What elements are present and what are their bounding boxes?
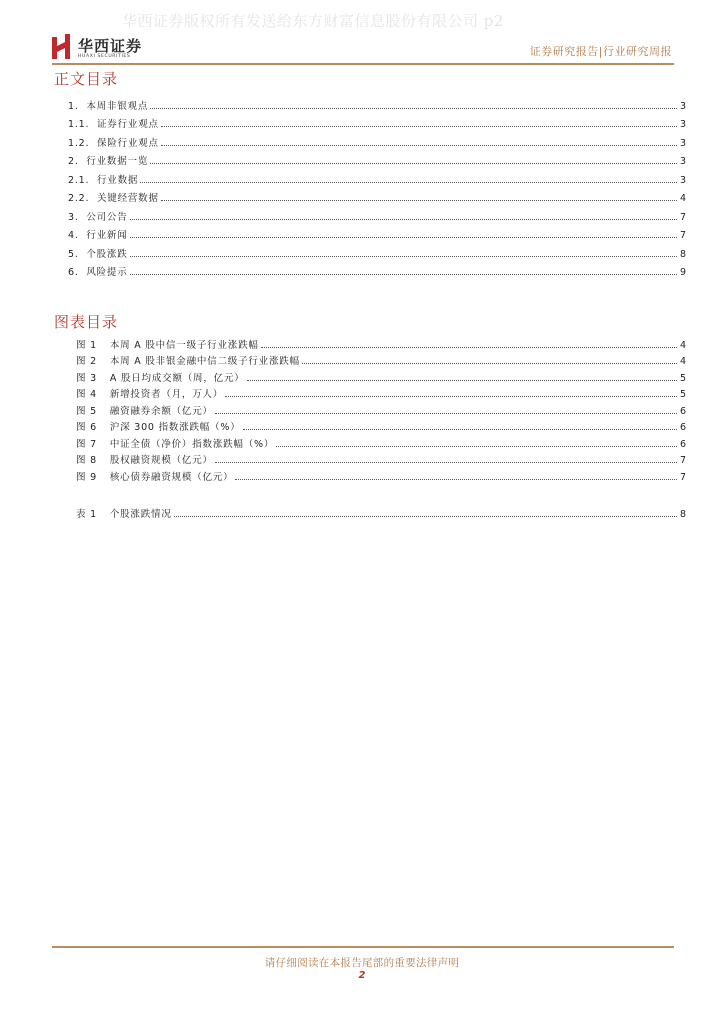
figure-entry[interactable] <box>76 334 686 351</box>
dot-leader <box>150 162 677 164</box>
toc-entry-page: 4 <box>679 193 686 204</box>
toc-entry-number: 3. <box>68 211 79 223</box>
dot-leader <box>161 125 677 127</box>
figure-entry-page: 6 <box>679 422 686 433</box>
toc-entry-label: 个股涨跌 <box>86 248 128 260</box>
figure-entry-label: A 股日均成交额（周，亿元） <box>109 372 245 384</box>
figure-entry-number: 图 5 <box>76 405 97 417</box>
dot-leader <box>140 181 677 183</box>
toc-entry-number: 1.1. <box>68 119 90 130</box>
toc-entry-label: 公司公告 <box>86 211 128 223</box>
figure-entry-label: 新增投资者（月，万人） <box>109 389 224 400</box>
figure-entry-label: 融资融券余额（亿元） <box>109 405 213 417</box>
toc-entry-number: 4. <box>68 230 79 241</box>
figure-entry-page: 5 <box>679 389 686 400</box>
table-list <box>76 503 686 520</box>
toc-entry-number: 6. <box>68 267 79 278</box>
toc-entry-label: 行业数据一览 <box>86 156 149 167</box>
figure-entry-number: 图 4 <box>76 389 97 400</box>
dot-leader <box>130 255 677 257</box>
figure-list <box>76 334 686 483</box>
toc-entry-page: 8 <box>679 248 686 260</box>
toc-entry[interactable] <box>68 93 686 112</box>
figure-entry[interactable] <box>76 433 686 450</box>
figure-entry-label: 核心债券融资规模（亿元） <box>109 471 234 483</box>
figure-entry-page: 7 <box>679 471 686 483</box>
figure-entry-number: 图 3 <box>76 372 97 384</box>
toc-entry-page: 3 <box>679 137 686 149</box>
toc-entry[interactable] <box>68 167 686 186</box>
toc-title: 正文目录 <box>54 70 119 88</box>
dot-leader <box>243 428 677 430</box>
huaxi-logo-icon <box>52 34 72 60</box>
logo-text-cn: 华西证券 <box>78 37 143 55</box>
figure-entry-number: 图 1 <box>76 339 97 351</box>
toc-entry-number: 1. <box>68 100 79 112</box>
toc-entry[interactable] <box>68 223 686 242</box>
dot-leader <box>161 199 677 201</box>
toc-entry-page: 3 <box>679 119 686 130</box>
table-entry-number: 表 1 <box>76 508 97 520</box>
figure-entry[interactable] <box>76 466 686 483</box>
figure-entry-label: 中证全债（净价）指数涨跌幅（%） <box>109 438 275 450</box>
dot-leader <box>130 236 677 238</box>
dot-leader <box>174 515 677 517</box>
figure-entry-number: 图 7 <box>76 438 97 450</box>
watermark: 华西证券版权所有发送给东方财富信息股份有限公司 p2 <box>122 12 504 30</box>
figure-entry-page: 6 <box>679 405 686 417</box>
figure-entry-number: 图 2 <box>76 356 97 367</box>
figure-entry[interactable] <box>76 450 686 467</box>
figure-entry-page: 4 <box>679 356 686 367</box>
toc-entry[interactable] <box>68 260 686 279</box>
toc-entry-page: 3 <box>679 174 686 186</box>
toc-entry-number: 2.1. <box>68 174 90 186</box>
toc-entry-page: 3 <box>679 100 686 112</box>
page-number: 2 <box>358 970 366 981</box>
legal-disclaimer: 请仔细阅读在本报告尾部的重要法律声明 <box>264 957 460 969</box>
figure-entry[interactable] <box>76 384 686 401</box>
figure-entry-label: 本周 A 股中信一级子行业涨跌幅 <box>109 339 259 351</box>
figure-entry-label: 股权融资规模（亿元） <box>109 455 213 466</box>
toc-entry-label: 保险行业观点 <box>96 137 159 149</box>
figure-entry-page: 7 <box>679 455 686 466</box>
dot-leader <box>276 445 677 447</box>
figure-entry[interactable] <box>76 351 686 368</box>
logo-text-en: HUAXI SECURITIES <box>78 54 131 59</box>
footer-divider <box>52 946 674 948</box>
dot-leader <box>130 218 677 220</box>
toc-entry[interactable] <box>68 241 686 260</box>
toc-entry-page: 7 <box>679 211 686 223</box>
figure-entry-page: 4 <box>679 339 686 351</box>
figure-entry-number: 图 9 <box>76 471 97 483</box>
toc-entry[interactable] <box>68 130 686 149</box>
table-entry[interactable] <box>76 503 686 520</box>
dot-leader <box>215 461 677 463</box>
figures-title: 图表目录 <box>54 313 119 331</box>
toc-entry[interactable] <box>68 186 686 205</box>
toc-entry-label: 行业数据 <box>96 174 139 186</box>
figure-entry[interactable] <box>76 400 686 417</box>
dot-leader <box>247 379 677 381</box>
table-entry-label: 个股涨跌情况 <box>109 508 172 520</box>
toc-entry[interactable] <box>68 112 686 131</box>
header-divider <box>52 63 674 65</box>
toc-entry-label: 行业新闻 <box>86 230 128 241</box>
figure-entry-label: 沪深 300 指数涨跌幅（%） <box>109 422 241 433</box>
figure-entry[interactable] <box>76 417 686 434</box>
dot-leader <box>161 144 677 146</box>
dot-leader <box>302 362 677 364</box>
dot-leader <box>150 107 677 109</box>
toc-entry-page: 9 <box>679 267 686 278</box>
toc-entry-number: 1.2. <box>68 137 90 149</box>
huaxi-logo <box>52 34 162 64</box>
toc-entry-label: 风险提示 <box>86 267 128 278</box>
toc-entry[interactable] <box>68 204 686 223</box>
figure-entry-page: 5 <box>679 372 686 384</box>
toc-entry-page: 7 <box>679 230 686 241</box>
dot-leader <box>261 346 677 348</box>
toc-entry-label: 本周非银观点 <box>86 100 149 112</box>
figure-entry-number: 图 8 <box>76 455 97 466</box>
toc-entry-number: 2. <box>68 156 79 167</box>
dot-leader <box>235 478 677 480</box>
dot-leader <box>225 395 677 397</box>
figure-entry-page: 6 <box>679 438 686 450</box>
toc-entry-label: 证券行业观点 <box>96 119 159 130</box>
toc-entry-number: 5. <box>68 248 79 260</box>
toc-entry-label: 关键经营数据 <box>96 193 159 204</box>
toc-entry[interactable] <box>68 149 686 168</box>
report-type: 证券研究报告|行业研究周报 <box>529 45 672 58</box>
dot-leader <box>130 273 677 275</box>
table-entry-page: 8 <box>679 508 686 520</box>
toc-entry-number: 2.2. <box>68 193 90 204</box>
toc-entry-page: 3 <box>679 156 686 167</box>
toc-list <box>68 93 686 278</box>
figure-entry-label: 本周 A 股非银金融中信二级子行业涨跌幅 <box>109 356 300 367</box>
figure-entry[interactable] <box>76 367 686 384</box>
figure-entry-number: 图 6 <box>76 422 97 433</box>
dot-leader <box>215 412 677 414</box>
